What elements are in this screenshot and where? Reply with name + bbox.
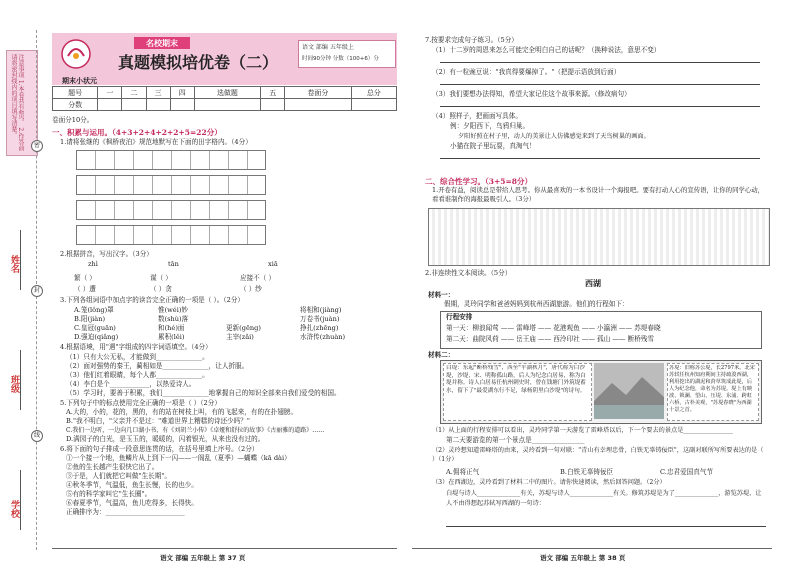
answer-line[interactable] — [446, 526, 766, 527]
reading-answer[interactable]: 白堤与诗人______________有关，苏堤与诗人______________有关。修筑苏堤是为了______________，游览苏堤，让人不由得想起苏轼写西湖的一句诗： — [446, 490, 762, 507]
answer-line[interactable] — [440, 84, 760, 85]
question-6: 6.将下面的句子排成一段意思连贯的话，在括号里填上序号。（2分） — [60, 445, 259, 453]
q2-item[interactable]: （ ）遭 — [74, 285, 96, 293]
q7-item: （3）我们要想办法得知，希望大家记住这个故事来源。（修改病句） — [432, 90, 631, 98]
q3-option-c: 挣扎(zhēng) — [300, 324, 339, 332]
writing-grid-row[interactable] — [76, 150, 266, 170]
material-1-text: 假期，灵玲同学和爸爸妈妈到杭州西湖旅游。他们的行程如下： — [444, 300, 629, 308]
exam-subject: 语文 部编 五年级上 — [302, 44, 354, 51]
reading-option[interactable]: A.佣将正气 — [446, 468, 480, 476]
name-blank[interactable] — [20, 230, 21, 290]
score-header-cell: 一 — [98, 87, 122, 99]
section-2-title: 二、综合性学习。（3+5=8分） — [425, 177, 532, 186]
logo-icon — [54, 36, 98, 76]
score-table-header-row — [53, 87, 397, 99]
q6-sentence: ⑥春夏季节，气温高，鱼儿吃得多，长得快。 — [66, 499, 198, 507]
score-cell[interactable] — [170, 99, 194, 111]
answer-line[interactable] — [440, 106, 760, 107]
q4-item[interactable]: （3）他们红着眼睛，每个人都______________。 — [66, 371, 209, 379]
q3-option-b: 数(shù)落 — [158, 315, 189, 323]
reading-question: （3）在西湖边，灵玲看到了材料二中的图片。请你快速阅读，然后回答问题。（2分） — [432, 479, 666, 486]
q5-option[interactable]: C.我们一边听，一边向几口湖小书，有《刘胡兰小传》《卓娅和舒拉的故事》《古丽雅的道路》…… — [66, 427, 325, 434]
q3-option-a: 将相和(jiàng) — [300, 306, 342, 314]
name-label: 姓名 — [9, 255, 19, 273]
header-ribbon: 名校期末 — [134, 37, 190, 49]
q6-sentence: ⑤有的科学家叫它"生长圈"。 — [66, 490, 152, 498]
q3-option-b: 万卷书(juàn) — [300, 315, 340, 323]
poster-answer-box[interactable] — [428, 208, 770, 266]
class-label: 班级 — [9, 375, 19, 393]
q3-option-b[interactable]: B.阳(jiàn) — [74, 315, 106, 323]
right-footer-line — [412, 548, 772, 549]
s2-question-2: 2.非连续性文本阅读。（5分） — [425, 269, 512, 277]
reading-question[interactable]: （1）从上面的行程安排可以看出，灵玲同学第一天游览了雷峰塔以后，下一个要去的景点是________________ — [432, 427, 733, 434]
west-lake-title: 西湖 — [585, 278, 601, 288]
q6-sentence: ①一个接一个地，鱼鳞片从上到下一闪——一阁乱（夏季）—蝴蝶（kā dài） — [66, 454, 291, 462]
q7-task: 小猫在院子里玩耍，真淘气！ — [450, 142, 536, 150]
q6-answer[interactable]: 正确排序为：________________________ — [66, 508, 185, 516]
q6-sentence: ②鱼的生长越产生很快它出了。 — [66, 463, 159, 471]
neatness-note: 卷面分10分。 — [52, 116, 94, 124]
pinyin-3: xiā — [268, 260, 278, 268]
question-7: 7.按要求完成句子练习。（5分） — [425, 36, 518, 44]
score-cell[interactable] — [98, 99, 122, 111]
q3-option-c: 和(hé)面 — [158, 324, 185, 332]
q2-item[interactable]: 繁（ ） — [74, 274, 96, 282]
score-cell[interactable] — [194, 99, 260, 111]
reading-option[interactable]: B.白铁无辜铸佞臣 — [560, 468, 614, 476]
question-4: 4.根据语境，用"遇"字组成的四字词语填空。（4分） — [60, 343, 212, 351]
q4-item[interactable]: （2）面对强势的秦王，蔺相如是______________，让人折服。 — [66, 362, 249, 370]
q3-option-c: 更新(gēng) — [226, 324, 261, 332]
q7-example: 夕阳好照在村子里，动人的美景让人仿佛感觉来到了天鸟树巢的画面。 — [458, 133, 650, 140]
q3-option-d: 累积(lěi) — [158, 333, 185, 341]
q2-item[interactable]: （ ）纱 — [240, 285, 262, 293]
score-header-cell: 五 — [261, 87, 285, 99]
q6-sentence: ④秋冬季节，气温低，鱼生长慢，长的也少。 — [66, 481, 198, 489]
q5-option[interactable]: A.大的，小的，花的，黑的，有的站在树枝上叫，有的飞起来，有的在扑翅膀。 — [66, 408, 298, 416]
landscape-icon — [594, 363, 664, 419]
itinerary-day-1: 第一天：柳浪闻莺 —— 雷峰塔 —— 花港观鱼 —— 小瀛洲 —— 苏堤春晓 — [446, 324, 661, 332]
score-header-cell: 卷面分 — [285, 87, 351, 99]
notice-text: 注意事项 1.本卷共有4页。 2.作答前请将密封线内的项目填写清楚。 — [10, 54, 24, 152]
seal-mark-2: 封 — [31, 285, 43, 297]
score-header-cell: 总分 — [351, 87, 396, 99]
material-1-label: 材料一： — [428, 291, 455, 299]
question-3: 3.下列各组词语中加点字的读音完全正确的一项是（ ）。（2分） — [60, 296, 245, 304]
score-header-cell: 选做题 — [194, 87, 260, 99]
section-1-title: 一、积累与运用。（4+3+2+4+2+2+5=22分） — [52, 128, 222, 137]
exam-time-score: 时间90分钟 分数（100+6）分 — [302, 56, 379, 62]
q5-option[interactable]: D.满园子的白光，是玉玉的，暖暖的，闪着银光，从来也没有过的。 — [66, 435, 265, 443]
page-title: 真题模拟培优卷（二） — [117, 53, 278, 72]
score-header-cell: 三 — [146, 87, 170, 99]
q2-item[interactable]: 谋（ ） — [150, 274, 172, 282]
question-1: 1.请将张继的《枫桥夜泊》规范地默写在下面的田字格内。（4分） — [60, 138, 252, 146]
score-header-cell: 四 — [170, 87, 194, 99]
left-page-footer: 语文 部编 五年级上 第 37 页 — [160, 554, 246, 562]
class-blank[interactable] — [20, 350, 21, 410]
q7-example-label: 例：夕阳西下，鸟鸦归巢。 — [450, 122, 530, 130]
itinerary-title: 行程安排 — [446, 313, 473, 321]
q3-option-d: 主宰(zǎi) — [226, 333, 254, 341]
itinerary-day-2: 第二天：曲院风荷 —— 岳王庙 —— 西泠印社 —— 孤山 —— 断桥残雪 — [446, 335, 654, 343]
q5-option[interactable]: B."我不明白，"父亲并不是过："难道世界上糟糕的诗还少吗？" — [66, 417, 250, 425]
score-cell[interactable] — [122, 99, 146, 111]
question-5: 5.下列句子中的标点使用完全正确的一项是（ ）（2分） — [60, 399, 221, 407]
brand-name: 期末小状元 — [62, 77, 97, 85]
reading-option[interactable]: C.忠君爱国真气节 — [660, 468, 714, 476]
q4-item[interactable]: （1）只有大公无私，才能做到______________。 — [66, 353, 209, 361]
score-cell[interactable] — [351, 99, 396, 111]
reading-question: （2）灵玲想知道雷峰塔的由来，灵玲看到一句对联："青山有幸埋忠骨，白铁无辜铸佞臣"，这副对联所写所要表达的是（ ）（1分） — [432, 447, 764, 463]
answer-line[interactable] — [440, 158, 760, 159]
su-di-text: 苏堤：旧称苏公堤，长2797米。北宋苏轼任杭州知府期间主持疏浚西湖，利用挖出的湖泥和葑草筑成此堤，后人为纪念他，命名为苏堤。堤上有映波、锁澜、望山、压堤、东浦、跨虹六桥，古朴美观，"苏堤春晓"为西湖十景之首。 — [669, 365, 755, 413]
q3-option-a: 惟(wéi)妙 — [158, 306, 188, 314]
writing-grid-row[interactable] — [76, 200, 266, 220]
q7-item: （4）照样子，把画面写具体。 — [432, 112, 522, 120]
seal-mark-3: 线 — [31, 430, 43, 442]
score-header-cell: 二 — [122, 87, 146, 99]
score-table-score-row — [53, 99, 397, 111]
q7-item: （2）有一粒豌豆说："我真得要爆掉了。"（把提示语放到后面） — [432, 68, 621, 76]
q3-option-a[interactable]: A.笼(lǒng)罩 — [74, 306, 114, 314]
material-2-label: 材料二： — [428, 351, 455, 359]
q7-item: （1）十二岁的周恩来怎么可能完全明白自己的话呢？（换种说法，意思不变） — [432, 46, 661, 54]
question-2: 2.根据拼音，写出汉字。（3分） — [60, 250, 153, 258]
right-page-footer: 语文 部编 五年级上 第 38 页 — [540, 554, 626, 562]
west-lake-photo — [594, 363, 664, 419]
bai-di-text: 白堤：东起"断桥残雪"，西至"平湖秋月"，唐代称为白沙堤，沙堤，宋、明称孤山路，后人为纪念白居易，称为白堤并称。诗人白居易任杭州刺史时，曾在钱塘门外筑堤蓄水，留下了"最爱湖东行不足，绿杨阴里白沙堤"的诗句。 — [446, 365, 586, 394]
q3-option-c[interactable]: C.皇冠(guān) — [74, 324, 116, 332]
writing-grid-row[interactable] — [76, 175, 266, 195]
pinyin-2: tān — [168, 260, 179, 268]
q6-sentence: ③于是，人们就把它叫做"生长期"。 — [66, 472, 171, 480]
writing-grid-row[interactable] — [76, 225, 266, 245]
q4-item[interactable]: （5）学习时，要善于积累，我们______________地掌握自己的知识全部来自我们爱受的相国。 — [66, 389, 341, 397]
score-cell[interactable] — [285, 99, 351, 111]
score-table — [52, 86, 397, 111]
score-header-cell: 题号 — [53, 87, 98, 99]
left-footer-line — [52, 548, 397, 549]
q2-item[interactable]: （ ）贪 — [150, 285, 172, 293]
pinyin-1: zhì — [88, 260, 98, 268]
score-cell[interactable] — [261, 99, 285, 111]
q3-option-d: 水浒传(zhuàn) — [300, 333, 346, 341]
school-label: 学校 — [9, 500, 19, 518]
q2-item[interactable]: 应接不（ ） — [240, 274, 276, 282]
school-blank[interactable] — [20, 470, 21, 530]
answer-line[interactable] — [440, 62, 760, 63]
score-row-label: 分数 — [53, 99, 98, 111]
reading-question[interactable]: 第二天要游览的第一个景点是________________ — [446, 436, 585, 444]
s2-question-1: 1.开卷有益，阅读总是带给人思考。你从最喜欢的一本书设计一个海报吧。要有打动人心的宣传语，让你的同学心动，看看谁制作的海报最吸引人。（3分） — [432, 186, 765, 203]
q3-option-d[interactable]: D.强迫(qiǎng) — [74, 333, 119, 341]
score-cell[interactable] — [146, 99, 170, 111]
q4-item[interactable]: （4）李白是个____________，以热爱诗人。 — [66, 380, 196, 388]
seal-mark-1: 密 — [31, 140, 43, 152]
